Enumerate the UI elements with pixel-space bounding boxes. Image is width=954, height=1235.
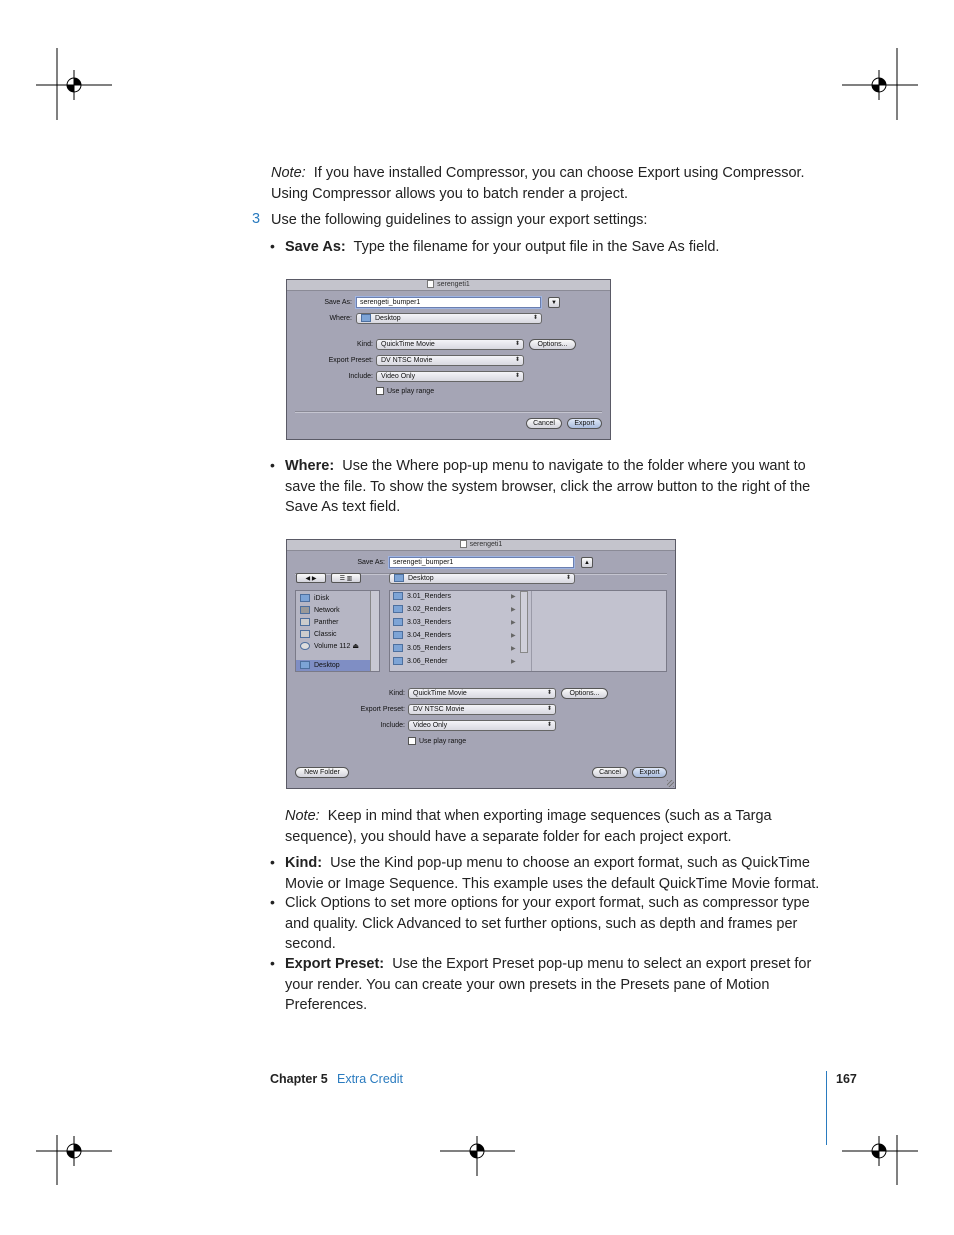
- kind-term: Kind:: [285, 855, 323, 871]
- save-as-item: [285, 237, 825, 258]
- expand-browser-button[interactable]: [548, 297, 560, 308]
- where-term: Where:: [285, 458, 335, 474]
- cancel-button[interactable]: Cancel: [526, 418, 562, 429]
- export-button[interactable]: Export: [632, 767, 667, 778]
- sidebar-scrollbar[interactable]: [370, 591, 379, 671]
- save-as-term: Save As:: [285, 239, 346, 255]
- note-2: Note: Keep in mind that when exporting image sequences (such as a Targa sequence), you should have a separate folder for each project export.: [285, 808, 772, 845]
- list-item[interactable]: 3.03_Renders: [393, 618, 451, 627]
- kind-popup[interactable]: QuickTime Movie ⬍: [408, 688, 556, 699]
- folder-icon: [394, 574, 404, 582]
- sidebar-item-idisk[interactable]: iDisk: [300, 594, 329, 603]
- sidebar-item-classic[interactable]: Classic: [300, 630, 337, 639]
- where-popup[interactable]: Desktop ⬍: [356, 313, 542, 324]
- note-text-line2: Using Compressor allows you to batch render a project.: [271, 185, 629, 202]
- updown-arrow-icon: ⬍: [514, 341, 520, 347]
- updown-arrow-icon: ⬍: [546, 690, 552, 696]
- disclosure-arrow-icon: ▶: [511, 659, 516, 665]
- export-dialog-simple: [286, 279, 611, 440]
- include-popup[interactable]: Video Only ⬍: [408, 720, 556, 731]
- save-as-text: Type the filename for your output file in the Save As field.: [353, 239, 720, 255]
- section-link[interactable]: Extra Credit: [337, 1072, 403, 1086]
- export-preset-item: Export Preset: Use the Export Preset pop-up menu to select an export preset for your render. You can create your own presets in the Presets pane of Motion Preferences.: [285, 956, 812, 1013]
- updown-arrow-icon: ⬍: [514, 373, 520, 379]
- cancel-button[interactable]: Cancel: [592, 767, 628, 778]
- step-text: Use the following guidelines to assign your export settings:: [271, 212, 648, 228]
- list-view-icon: ☰ ▥: [339, 576, 353, 582]
- updown-arrow-icon: ⬍: [514, 357, 520, 363]
- list-item[interactable]: 3.01_Renders: [393, 592, 451, 601]
- updown-arrow-icon: ⬍: [532, 315, 538, 321]
- disclosure-arrow-icon: ▶: [511, 633, 516, 639]
- back-forward-buttons[interactable]: [296, 573, 326, 583]
- idisk-icon: [300, 594, 310, 602]
- collapse-browser-button[interactable]: [581, 557, 593, 568]
- export-preset-popup[interactable]: DV NTSC Movie ⬍: [408, 704, 556, 715]
- export-preset-label: Export Preset:: [360, 706, 405, 713]
- where-label: Where:: [329, 315, 352, 322]
- chevron-up-icon: ▲: [584, 560, 590, 566]
- document-icon: [460, 540, 467, 548]
- note-1: [271, 163, 831, 204]
- updown-arrow-icon: ⬍: [546, 722, 552, 728]
- use-play-range-label: Use play range: [387, 388, 435, 395]
- updown-arrow-icon: ⬍: [565, 575, 571, 581]
- bullet-options: •: [270, 894, 275, 910]
- note-label: Note:: [271, 165, 306, 181]
- disk-icon: [300, 618, 310, 626]
- include-label: Include:: [380, 722, 405, 729]
- step-number: 3: [252, 211, 261, 227]
- cd-icon: [300, 642, 310, 650]
- list-item[interactable]: 3.02_Renders: [393, 605, 451, 614]
- include-popup[interactable]: Video Only ⬍: [376, 371, 524, 382]
- folder-icon: [361, 314, 371, 322]
- disclosure-arrow-icon: ▶: [511, 620, 516, 626]
- footer-divider: [826, 1071, 827, 1145]
- export-preset-label: Export Preset:: [328, 357, 373, 364]
- sidebar-item-volume[interactable]: Volume 112 ⏏: [300, 642, 359, 651]
- resize-grip-icon[interactable]: [667, 780, 674, 787]
- column-divider: [531, 591, 532, 671]
- list-item[interactable]: 3.04_Renders: [393, 631, 451, 640]
- folder-icon: [393, 618, 403, 626]
- page-number: 167: [836, 1072, 857, 1086]
- where-item: Where: Use the Where pop-up menu to navigate to the folder where you want to save the file. To show the system browser, click the arrow button to the right of the Save As text field.: [285, 458, 811, 515]
- options-button[interactable]: Options...: [561, 688, 608, 699]
- disclosure-arrow-icon: ▶: [511, 646, 516, 652]
- use-play-range-checkbox[interactable]: [376, 387, 384, 395]
- note-label: Note:: [285, 808, 320, 824]
- export-dialog-expanded: [286, 539, 676, 789]
- export-preset-popup[interactable]: DV NTSC Movie ⬍: [376, 355, 524, 366]
- dialog-title: serengeti1: [287, 540, 675, 551]
- new-folder-button[interactable]: New Folder: [295, 767, 349, 778]
- dialog-title: serengeti1: [287, 280, 610, 291]
- folder-icon: [393, 592, 403, 600]
- folder-icon: [393, 644, 403, 652]
- sidebar-item-panther[interactable]: Panther: [300, 618, 339, 627]
- file-browser: [389, 590, 667, 672]
- folder-icon: [393, 657, 403, 665]
- sidebar-item-network[interactable]: Network: [300, 606, 340, 615]
- bullet-where: •: [270, 457, 275, 473]
- kind-label: Kind:: [357, 341, 373, 348]
- document-icon: [427, 280, 434, 288]
- column-scrollbar[interactable]: [520, 591, 528, 653]
- save-as-label: Save As:: [324, 299, 352, 306]
- options-button[interactable]: Options...: [529, 339, 576, 350]
- save-as-input[interactable]: serengeti_bumper1: [389, 557, 574, 568]
- back-icon: ◀ ▶: [305, 576, 317, 582]
- view-mode-buttons[interactable]: [331, 573, 361, 583]
- use-play-range-checkbox[interactable]: [408, 737, 416, 745]
- disclosure-arrow-icon: ▶: [511, 607, 516, 613]
- disclosure-arrow-icon: ▶: [511, 594, 516, 600]
- bullet-save-as: •: [270, 238, 275, 254]
- disk-icon: [300, 630, 310, 638]
- divider: [295, 411, 602, 413]
- chevron-down-icon: ▼: [551, 300, 557, 306]
- export-preset-term: Export Preset:: [285, 956, 385, 972]
- bullet-kind: •: [270, 854, 275, 870]
- use-play-range-label: Use play range: [419, 738, 467, 745]
- sidebar: [295, 590, 380, 672]
- kind-item: Kind: Use the Kind pop-up menu to choose an export format, such as QuickTime Movie or Image Sequence. This example uses the default QuickTime Movie format.: [285, 855, 820, 892]
- options-item: Click Options to set more options for your export format, such as compressor type and quality. Click Advanced to set further options, such as depth and frames per second.: [285, 895, 810, 952]
- sidebar-item-desktop[interactable]: Desktop: [300, 661, 340, 670]
- save-as-label: Save As:: [357, 559, 385, 566]
- note-text-line1: If you have installed Compressor, you can choose Export using Compressor.: [313, 165, 805, 181]
- folder-icon: [393, 631, 403, 639]
- save-as-input[interactable]: serengeti_bumper1: [356, 297, 541, 308]
- kind-label: Kind:: [389, 690, 405, 697]
- bullet-export-preset: •: [270, 955, 275, 971]
- folder-icon: [393, 605, 403, 613]
- desktop-icon: [300, 661, 310, 669]
- list-item[interactable]: 3.06_Render: [393, 657, 447, 666]
- include-label: Include:: [348, 373, 373, 380]
- location-popup[interactable]: Desktop ⬍: [389, 573, 575, 584]
- list-item[interactable]: 3.05_Renders: [393, 644, 451, 653]
- kind-popup[interactable]: QuickTime Movie ⬍: [376, 339, 524, 350]
- chapter-label: Chapter 5: [270, 1072, 328, 1086]
- network-icon: [300, 606, 310, 614]
- updown-arrow-icon: ⬍: [546, 706, 552, 712]
- export-button[interactable]: Export: [567, 418, 602, 429]
